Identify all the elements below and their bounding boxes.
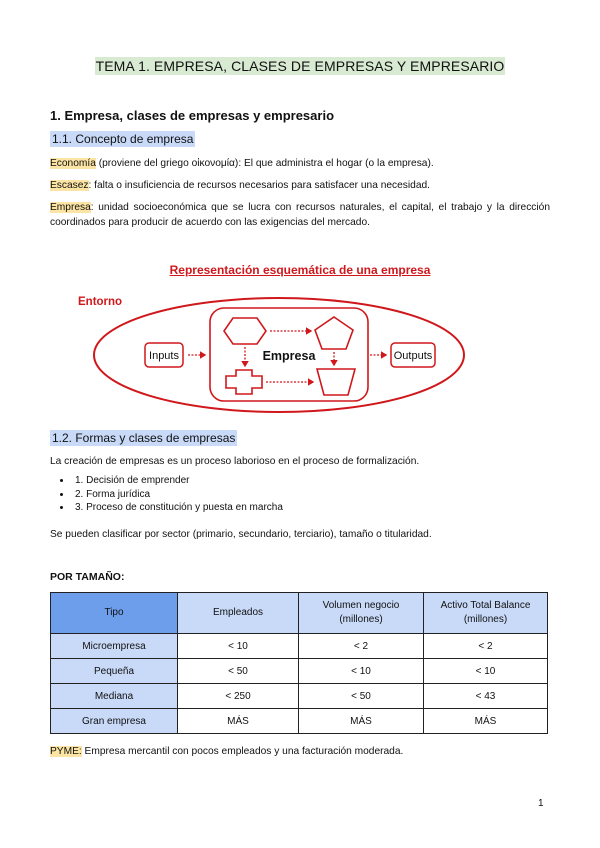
page-number: 1 — [538, 798, 544, 809]
table-cell: MÁS — [178, 709, 299, 734]
table-cell: Gran empresa — [51, 709, 178, 734]
pentagon-shape — [315, 317, 353, 349]
empresa-label: Empresa — [262, 349, 316, 363]
table-cell: < 43 — [424, 684, 548, 709]
trapezoid-shape — [317, 369, 355, 395]
outputs-label: Outputs — [393, 350, 433, 362]
table-header: Empleados — [178, 593, 299, 634]
table-cell: MÁS — [299, 709, 424, 734]
paragraph-clasificacion: Se pueden clasificar por sector (primario, secundario, terciario), tamaño o titularidad. — [50, 529, 432, 540]
diagram-title: Representación esquemática de una empresa — [169, 263, 431, 277]
table-cell: < 50 — [299, 684, 424, 709]
inputs-label: Inputs — [149, 350, 179, 362]
hexagon-shape — [224, 318, 266, 344]
table-cell: < 50 — [178, 659, 299, 684]
table-row — [51, 634, 548, 659]
table-cell: < 10 — [424, 659, 548, 684]
table-header: Tipo — [51, 593, 178, 634]
table-cell: MÁS — [424, 709, 548, 734]
table-cell: < 250 — [178, 684, 299, 709]
table-cell: < 10 — [178, 634, 299, 659]
list-item: • 2. Forma jurídica — [72, 488, 283, 502]
table-row — [51, 684, 548, 709]
enterprise-diagram — [0, 285, 600, 420]
table-header: Volumen negocio (millones) — [299, 593, 424, 634]
steps-list — [50, 474, 283, 515]
definition-empresa: Empresa: unidad socioeconómica que se lucra con recursos naturales, el capital, el trabajo y la dirección coordinados para producir de acuerdo con las exigencias del mercado. — [50, 202, 550, 228]
cross-shape — [226, 370, 262, 394]
list-item: • 1. Decisión de emprender — [72, 474, 283, 488]
table-cell: Pequeña — [51, 659, 178, 684]
table-header-row — [51, 593, 548, 634]
diagram-entorno-label: Entorno — [78, 296, 123, 308]
table-row — [51, 709, 548, 734]
list-item: • 3. Proceso de constitución y puesta en marcha — [72, 501, 283, 515]
table-cell: < 2 — [299, 634, 424, 659]
document-title: TEMA 1. EMPRESA, CLASES DE EMPRESAS Y EMPRESARIO — [95, 58, 505, 74]
section-heading: 1. Empresa, clases de empresas y empresario — [50, 108, 335, 123]
table-header: Activo Total Balance (millones) — [424, 593, 548, 634]
size-table — [50, 592, 548, 734]
table-cell: Mediana — [51, 684, 178, 709]
table-cell: < 2 — [424, 634, 548, 659]
subsection-heading-concepto: 1.1. Concepto de empresa — [52, 132, 194, 146]
definition-escasez: Escasez: falta o insuficiencia de recursos necesarios para satisfacer una necesidad. — [50, 180, 430, 191]
table-cell: < 10 — [299, 659, 424, 684]
definition-economia: Economía (proviene del griego οἰκονομία): El que administra el hogar (o la empresa). — [50, 158, 434, 169]
by-size-heading: POR TAMAÑO: — [50, 571, 125, 583]
subsection-heading-formas: 1.2. Formas y clases de empresas — [52, 431, 236, 445]
pyme-definition: PYME: Empresa mercantil con pocos empleados y una facturación moderada. — [50, 746, 404, 757]
table-row — [51, 659, 548, 684]
table-cell: Microempresa — [51, 634, 178, 659]
paragraph-creacion: La creación de empresas es un proceso laborioso en el proceso de formalización. — [50, 456, 420, 467]
